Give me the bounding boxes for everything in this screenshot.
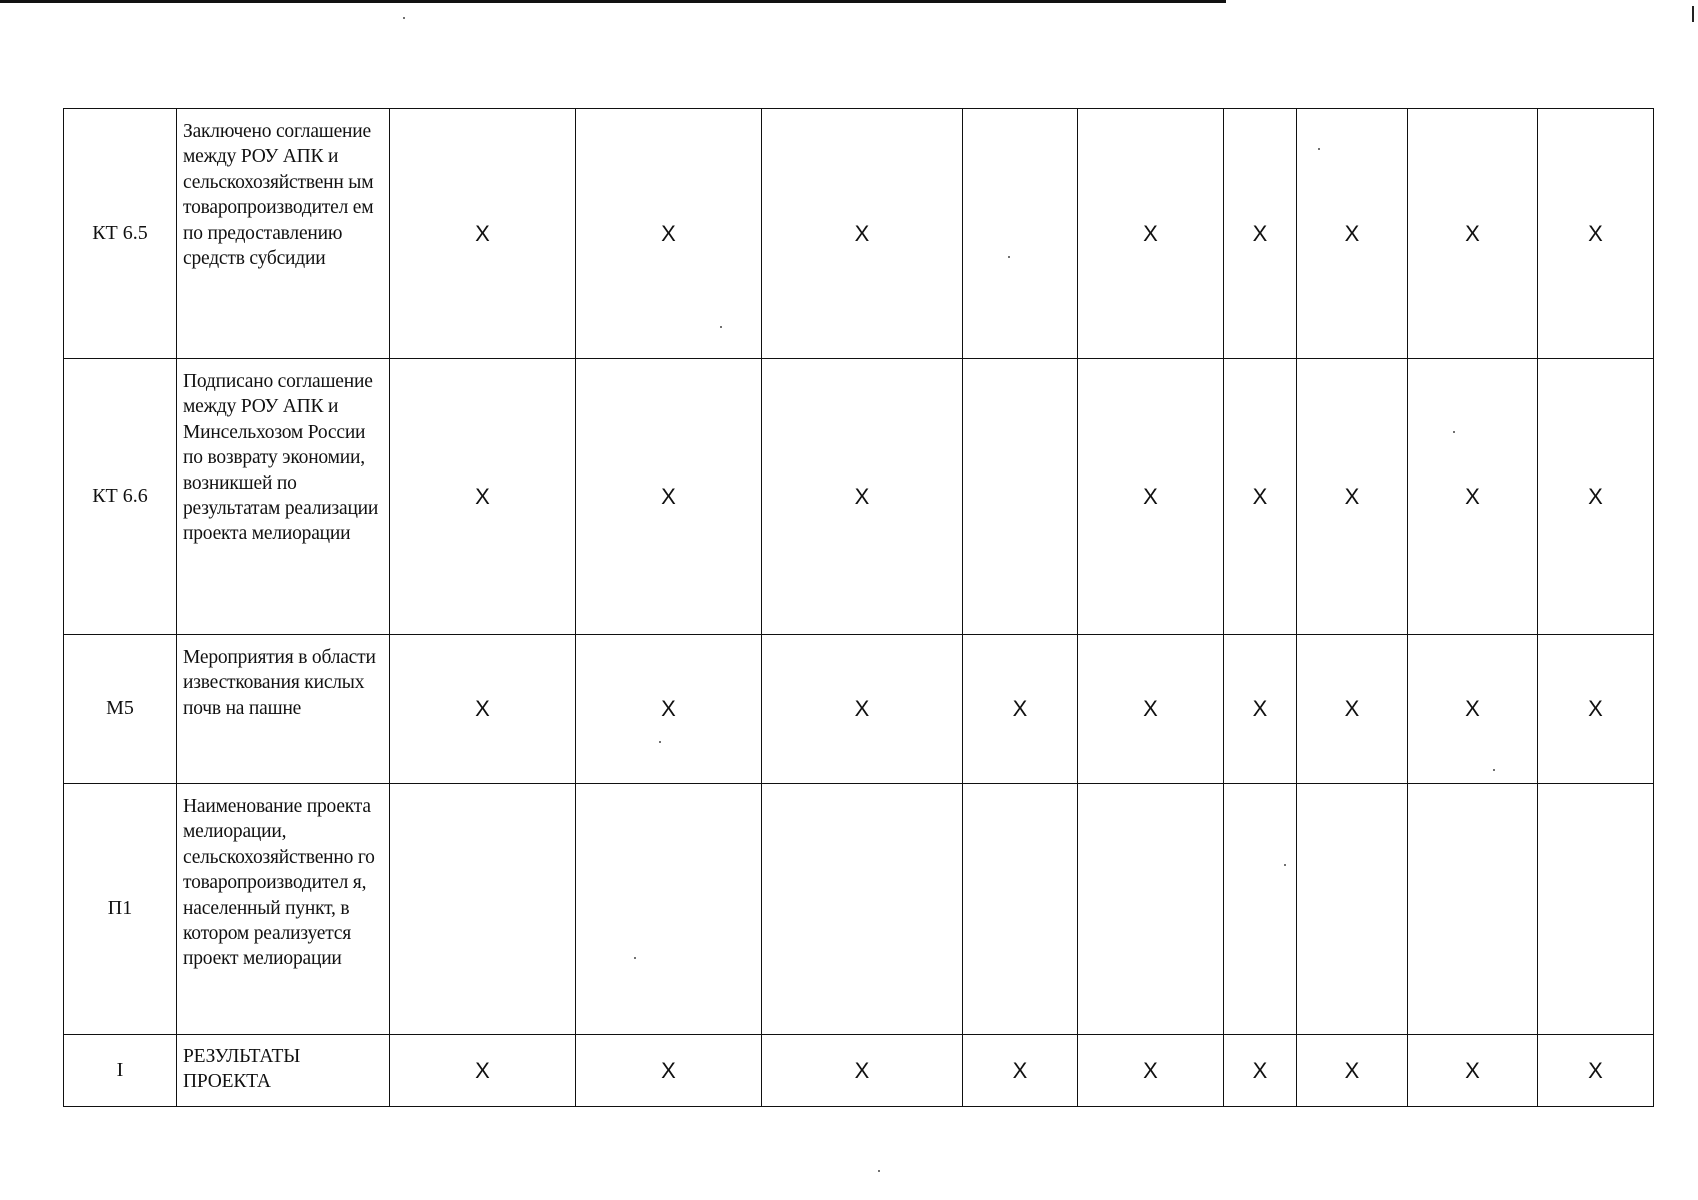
table-cell: X xyxy=(1297,1035,1408,1107)
table-cell xyxy=(1408,784,1538,1035)
table-cell: X xyxy=(762,109,963,359)
results-table xyxy=(63,108,1654,1107)
edge-mark xyxy=(1692,6,1694,22)
table-cell: X xyxy=(762,1035,963,1107)
table-cell: X xyxy=(390,1035,576,1107)
table-cell: X xyxy=(1078,635,1224,784)
table-cell: X xyxy=(576,359,762,635)
table-cell: X xyxy=(1297,635,1408,784)
table-cell: X xyxy=(1224,109,1297,359)
table-cell: X xyxy=(1224,1035,1297,1107)
table-cell: X xyxy=(1538,1035,1654,1107)
table-cell: X xyxy=(1224,359,1297,635)
scan-speck xyxy=(878,1170,880,1172)
row-code: КТ 6.5 xyxy=(64,109,177,359)
table-cell: X xyxy=(1078,359,1224,635)
table-cell: X xyxy=(576,635,762,784)
table-cell: X xyxy=(1408,1035,1538,1107)
table-row xyxy=(64,784,1654,1035)
row-description: РЕЗУЛЬТАТЫ ПРОЕКТА xyxy=(177,1035,390,1107)
table-cell: X xyxy=(390,635,576,784)
table-row xyxy=(64,1035,1654,1107)
row-description: Заключено соглашение между РОУ АПК и сельскохозяйственн ым товаропроизводител ем по предоставлению средств субсидии xyxy=(177,109,390,359)
table-cell: X xyxy=(1297,359,1408,635)
table-cell xyxy=(390,784,576,1035)
table-cell: X xyxy=(1538,109,1654,359)
table-row xyxy=(64,359,1654,635)
row-code: М5 xyxy=(64,635,177,784)
table-cell: X xyxy=(963,1035,1078,1107)
table-cell xyxy=(1297,784,1408,1035)
table-cell: X xyxy=(1078,109,1224,359)
table-cell: X xyxy=(390,359,576,635)
table-cell: X xyxy=(1538,635,1654,784)
row-code: П1 xyxy=(64,784,177,1035)
row-description: Мероприятия в области известкования кислых почв на пашне xyxy=(177,635,390,784)
table-cell: X xyxy=(1408,109,1538,359)
row-code: I xyxy=(64,1035,177,1107)
table-cell xyxy=(762,784,963,1035)
table-cell xyxy=(576,784,762,1035)
table-cell: X xyxy=(1408,635,1538,784)
table-cell xyxy=(1224,784,1297,1035)
row-description: Подписано соглашение между РОУ АПК и Минсельхозом России по возврату экономии, возникшей по результатам реализации проекта мелиорации xyxy=(177,359,390,635)
table-cell: X xyxy=(762,359,963,635)
table-cell: X xyxy=(1408,359,1538,635)
table-cell xyxy=(1538,784,1654,1035)
row-code: КТ 6.6 xyxy=(64,359,177,635)
table-cell xyxy=(963,109,1078,359)
table-cell: X xyxy=(390,109,576,359)
top-rule xyxy=(0,0,1226,3)
row-description: Наименование проекта мелиорации, сельскохозяйственно го товаропроизводител я, населенный пункт, в котором реализуется проект мелиорации xyxy=(177,784,390,1035)
table-cell: X xyxy=(1078,1035,1224,1107)
table-cell: X xyxy=(576,109,762,359)
table-row xyxy=(64,109,1654,359)
table-cell: X xyxy=(762,635,963,784)
table-cell xyxy=(963,359,1078,635)
table-cell: X xyxy=(963,635,1078,784)
table-cell: X xyxy=(1297,109,1408,359)
table-cell xyxy=(963,784,1078,1035)
scan-speck xyxy=(403,17,405,19)
table-cell: X xyxy=(576,1035,762,1107)
table-cell: X xyxy=(1224,635,1297,784)
table-cell: X xyxy=(1538,359,1654,635)
table-cell xyxy=(1078,784,1224,1035)
table-row xyxy=(64,635,1654,784)
